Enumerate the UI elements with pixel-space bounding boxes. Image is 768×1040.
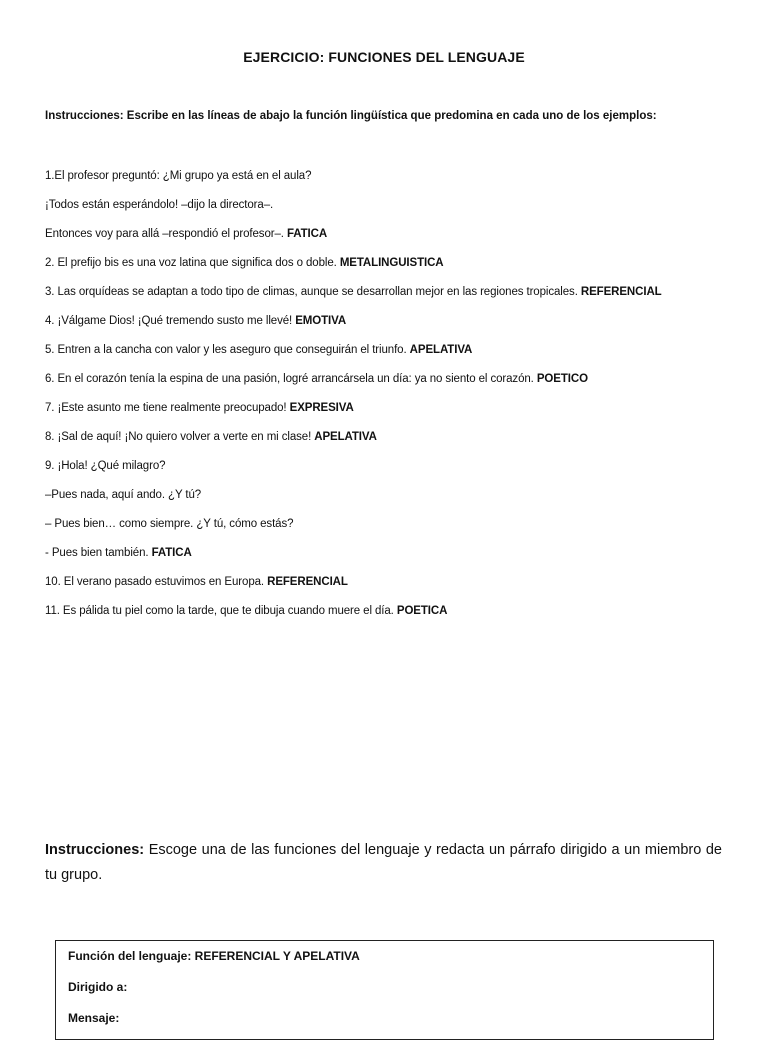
exercise-text: Entonces voy para allá –respondió el profesor–.: [45, 228, 287, 240]
exercise-line: [45, 574, 745, 603]
exercise-answer: POETICA: [396, 605, 448, 617]
exercise-answer: FATICA: [286, 228, 328, 240]
page-title: EJERCICIO: FUNCIONES DEL LENGUAJE: [243, 49, 525, 65]
exercise-line: [45, 603, 745, 632]
exercise-text: 1.El profesor preguntó: ¿Mi grupo ya está en el aula?: [45, 170, 312, 182]
exercise-answer: POETICO: [536, 373, 588, 385]
exercise-text: 2. El prefijo bis es una voz latina que significa dos o doble.: [45, 257, 340, 269]
exercise-line: [45, 545, 745, 574]
exercise-list: [45, 168, 745, 632]
writing-instructions: [45, 838, 722, 888]
exercise-line: [45, 197, 745, 226]
exercise-answer: EMOTIVA: [295, 315, 347, 327]
exercise-line: [45, 226, 745, 255]
addressed-to-field: Dirigido a:: [68, 980, 128, 994]
writing-instructions-label: Instrucciones:: [45, 842, 145, 858]
exercise-answer: REFERENCIAL: [267, 576, 348, 588]
language-function-field: Función del lenguaje: REFERENCIAL Y APELATIVA: [68, 949, 360, 963]
exercise-text: 6. En el corazón tenía la espina de una pasión, logré arrancársela un día: ya no siento el corazón.: [45, 373, 537, 385]
exercise-answer: REFERENCIAL: [580, 286, 662, 298]
exercise-text: 5. Entren a la cancha con valor y les aseguro que conseguirán el triunfo.: [45, 344, 410, 356]
exercise-answer: FATICA: [151, 547, 192, 559]
exercise-answer: METALINGUISTICA: [339, 257, 444, 269]
exercise-text: 7. ¡Este asunto me tiene realmente preocupado!: [45, 402, 290, 414]
exercise-line: [45, 313, 745, 342]
exercise-text: 11. Es pálida tu piel como la tarde, que te dibuja cuando muere el día.: [45, 605, 397, 617]
exercise-text: 8. ¡Sal de aquí! ¡No quiero volver a verte en mi clase!: [45, 431, 315, 443]
message-field: Mensaje:: [68, 1011, 120, 1025]
exercise-line: [45, 400, 745, 429]
exercise-text: – Pues bien… como siempre. ¿Y tú, cómo estás?: [45, 518, 294, 530]
exercise-line: [45, 255, 745, 284]
exercise-text: 3. Las orquídeas se adaptan a todo tipo de climas, aunque se desarrollan mejor en las regiones tropicales.: [45, 286, 581, 298]
exercise-line: [45, 516, 745, 545]
exercise-line: [45, 487, 745, 516]
exercise-answer: APELATIVA: [314, 431, 377, 443]
exercise-text: –Pues nada, aquí ando. ¿Y tú?: [45, 489, 202, 501]
answer-form-box: [55, 940, 714, 1040]
exercise-line: [45, 458, 745, 487]
exercise-line: [45, 284, 745, 313]
exercise-line: [45, 371, 745, 400]
exercise-line: [45, 429, 745, 458]
exercise-line: [45, 168, 745, 197]
writing-instructions-text: Escoge una de las funciones del lenguaje y redacta un párrafo dirigido a un miembro de tu grupo.: [45, 842, 722, 883]
exercise-text: - Pues bien también.: [45, 547, 152, 559]
instructions-text: Instrucciones: Escribe en las líneas de abajo la función lingüística que predomina en cada uno de los ejemplos:: [45, 110, 657, 122]
exercise-answer: APELATIVA: [409, 344, 473, 356]
exercise-text: 4. ¡Válgame Dios! ¡Qué tremendo susto me llevé!: [45, 315, 296, 327]
exercise-text: 10. El verano pasado estuvimos en Europa.: [45, 576, 268, 588]
exercise-line: [45, 342, 745, 371]
exercise-answer: EXPRESIVA: [289, 402, 354, 414]
exercise-text: ¡Todos están esperándolo! –dijo la directora–.: [45, 199, 274, 211]
exercise-text: 9. ¡Hola! ¿Qué milagro?: [45, 460, 166, 472]
